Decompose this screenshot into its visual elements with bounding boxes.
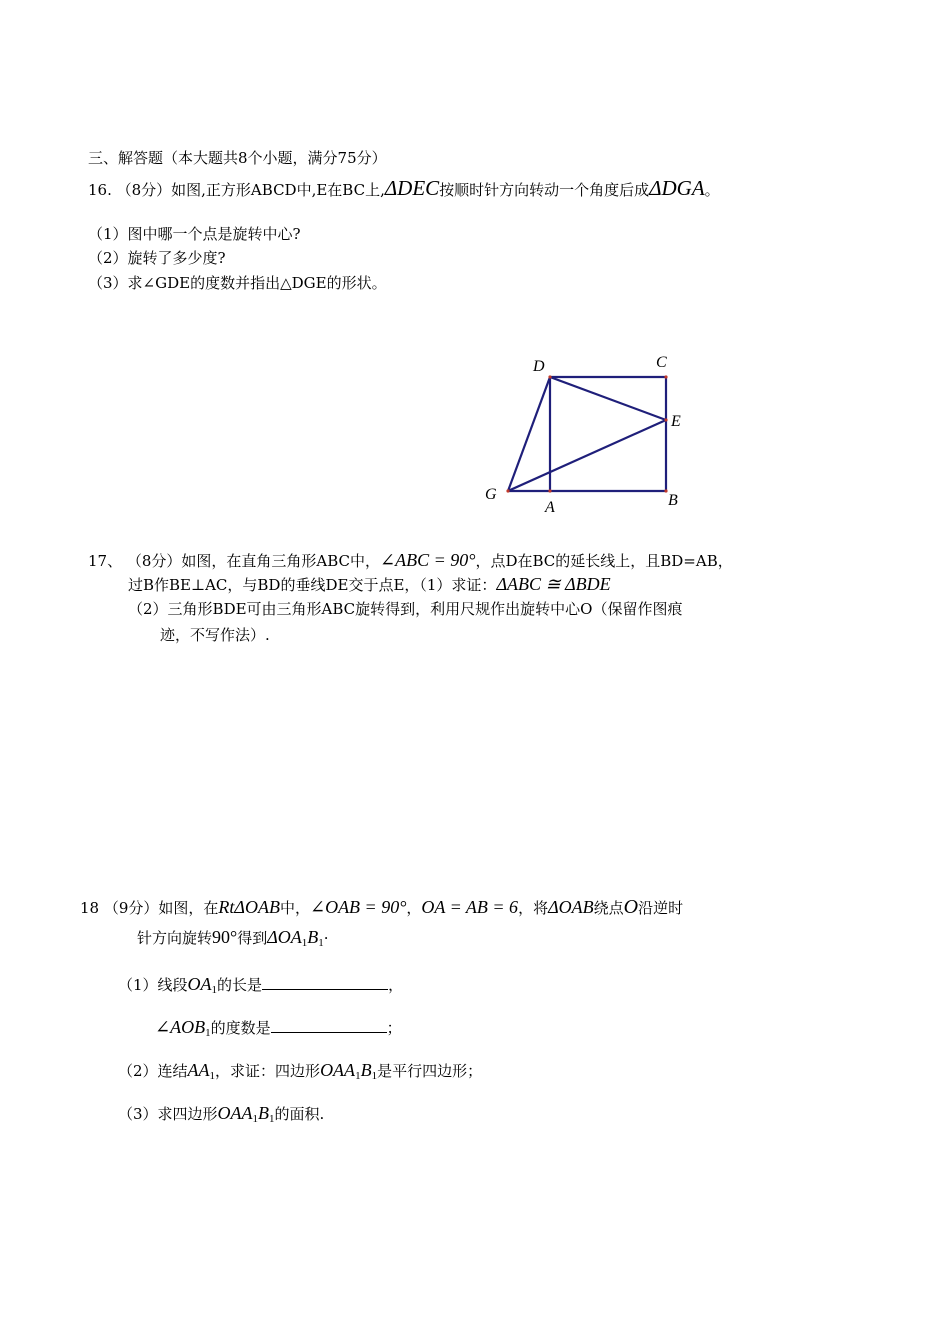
q18-sub1b-b: 的度数是 (210, 1019, 271, 1037)
q17-line2 (128, 574, 611, 595)
q18-result-tri-text: ΔOA (267, 927, 302, 947)
q18-sub2 (118, 1060, 482, 1086)
q18-sub2-quad-sub2: 1 (371, 1070, 378, 1082)
point-a (548, 489, 551, 492)
q16-sub2: （2）旋转了多少度? (88, 249, 226, 267)
q18-sub2-quad-sub1: 1 (355, 1070, 361, 1082)
q18-sub2-seg-text: AA (187, 1060, 210, 1080)
q18-line2-b: 得到 (237, 929, 268, 947)
segment-ge (508, 420, 666, 491)
point-d (548, 375, 551, 378)
q18-sub2-b: ，求证：四边形 (215, 1062, 321, 1080)
q18-line1-c: ，将 (518, 899, 549, 917)
q18-sub3-quad-text: OAA (217, 1103, 253, 1123)
q18-sub3 (118, 1103, 324, 1129)
q16-stem-a: 16. （8分）如图,正方形ABCD中,E在BC上, (88, 181, 385, 199)
q18-sub1-a: （1）线段 (118, 976, 188, 994)
q18-sub2-a: （2）连结 (118, 1062, 188, 1080)
label-e: E (671, 413, 681, 430)
q18-angle: ∠OAB = 90° (309, 897, 407, 917)
q18-sub1-b: 的长是 (217, 976, 263, 994)
label-b: B (668, 492, 678, 509)
q18-result-b: B (307, 927, 319, 947)
q18-sub2-quad-text: OAA (320, 1060, 356, 1080)
q17-line3: （2）三角形BDE可由三角形ABC旋转得到，利用尺规作出旋转中心O（保留作图痕 (128, 600, 683, 618)
q18-rt-triangle: RtΔOAB (218, 897, 280, 917)
q18-sub2-c: 是平行四边形； (377, 1062, 483, 1080)
label-g: G (485, 486, 497, 503)
q16-stem-b: 按顺时针方向转动一个角度后成 (439, 181, 650, 199)
q16-triangle-dga: ΔDGA (649, 176, 705, 200)
q18-equation: OA = AB = 6 (421, 897, 519, 917)
q18-line2-c: · (323, 929, 329, 947)
q18-line1 (80, 897, 683, 918)
q18-sub1-segment (188, 974, 218, 994)
q18-line1-e: 沿逆时 (638, 899, 684, 917)
q18-sub1b-angle-sub: 1 (205, 1027, 211, 1039)
q18-sub1b-c: ； (386, 1019, 402, 1037)
q16-sub1: （1）图中哪一个点是旋转中心? (88, 225, 301, 243)
q17-congruence: ΔABC ≅ ΔBDE (496, 574, 611, 594)
q16-triangle-dec: ΔDEC (384, 176, 440, 200)
q18-sub1b-angle (155, 1017, 211, 1037)
q18-sub3-quad-b: B (258, 1103, 270, 1123)
q17-line1 (88, 550, 733, 571)
q18-degrees: 90° (212, 927, 238, 947)
q18-result-sub2: 1 (318, 937, 324, 949)
q18-result-triangle (267, 927, 324, 947)
q18-line2 (137, 927, 329, 953)
q18-sub1 (118, 974, 403, 1000)
segment-de (550, 377, 666, 420)
q16-figure (470, 345, 700, 525)
label-d: D (533, 358, 545, 375)
label-a: A (545, 499, 555, 516)
q16-stem (88, 178, 720, 200)
q17-line1-b: ，点D在BC的延长线上，且BD=AB， (475, 552, 733, 570)
q18-sub3-quad-sub1: 1 (252, 1113, 259, 1125)
q18-sub3-quad (218, 1103, 275, 1123)
q17-line1-a: 17、 （8分）如图，在直角三角形ABC中， (88, 552, 381, 570)
label-c: C (656, 354, 667, 371)
q17-line4: 迹，不写作法）. (160, 626, 270, 644)
q18-result-sub1: 1 (301, 937, 308, 949)
q18-sub3-a: （3）求四边形 (118, 1105, 218, 1123)
q16-stem-c: 。 (704, 181, 720, 199)
q18-triangle: ΔOAB (548, 897, 594, 917)
point-c (664, 375, 667, 378)
q18-sub2-segment (188, 1060, 216, 1080)
q18-line1-a: 18 （9分）如图，在 (80, 899, 219, 917)
q18-sub3-quad-sub2: 1 (269, 1113, 275, 1125)
q18-line1-d: 绕点 (593, 899, 624, 917)
point-e (664, 418, 667, 421)
q18-line1-b: 中， (279, 899, 310, 917)
point-g (506, 489, 509, 492)
q18-sub2-quad (320, 1060, 377, 1080)
q18-answer-blank-angle[interactable] (271, 1018, 387, 1033)
q17-line2-a: 过B作BE⊥AC，与BD的垂线DE交于点E，（1）求证： (128, 576, 497, 594)
section-heading: 三、解答题（本大题共8个小题，满分75分） (88, 149, 387, 167)
q18-sub1b (155, 1017, 402, 1043)
q17-angle: ∠ABC = 90° (380, 550, 476, 570)
q18-sub1-seg-text: OA (187, 974, 212, 994)
q18-answer-blank-length[interactable] (262, 975, 388, 990)
q18-sub2-quad-b: B (360, 1060, 372, 1080)
q18-point-o: O (623, 896, 639, 918)
q18-comma: ， (406, 899, 422, 917)
q18-sub1b-angle-text: ∠AOB (155, 1017, 206, 1037)
q18-sub2-seg-sub: 1 (209, 1070, 216, 1082)
q18-sub1-c: ， (388, 976, 404, 994)
q18-line2-a: 针方向旋转 (137, 929, 213, 947)
q18-sub3-b: 的面积. (274, 1105, 325, 1123)
q16-sub3: （3）求∠GDE的度数并指出△DGE的形状。 (88, 274, 387, 292)
q18-sub1-seg-sub: 1 (211, 984, 218, 996)
